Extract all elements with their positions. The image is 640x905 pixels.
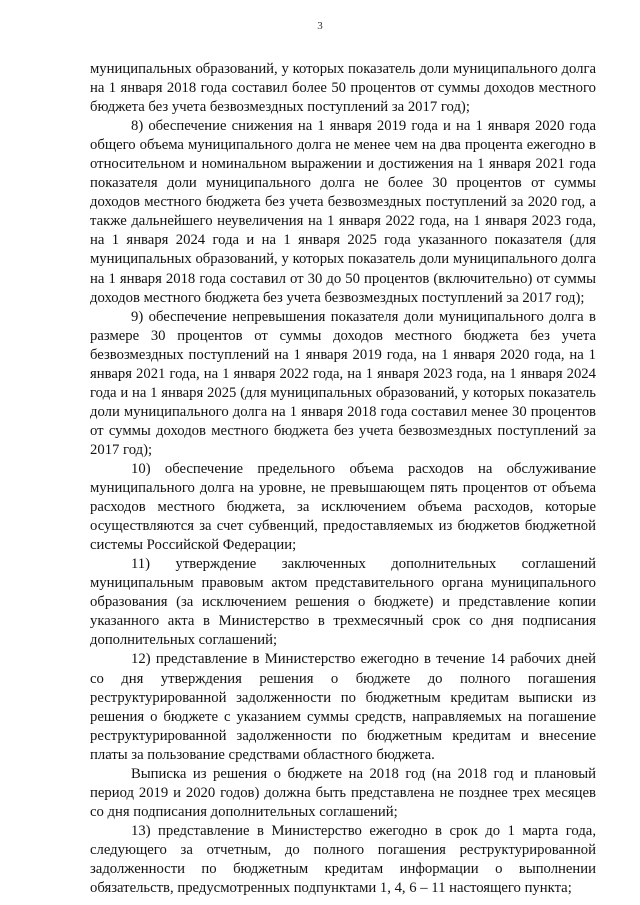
paragraph-continuation: муниципальных образований, у которых показатель доли муниципального долга на 1 января 2018 года составил более 50 процентов от суммы доходов местного бюджета без учета безвозмездных поступлений за 2017 год);	[90, 61, 596, 116]
page-number: 3	[317, 20, 323, 32]
paragraph-item-11: 11) утверждение заключенных дополнительных соглашений муниципальным правовым актом представительного органа муниципального образования (за исключением решения о бюджете) и представление копии указанного акта в Министерство в трехмесячный срок со дня подписания дополнительных соглашений;	[90, 556, 596, 649]
document-body	[90, 60, 596, 898]
paragraph-item-13: 13) представление в Министерство ежегодно в срок до 1 марта года, следующего за отчетным, до полного погашения реструктурированной задолженности по бюджетным кредитам информации о выполнении обязательств, предусмотренных подпунктами 1, 4, 6 – 11 настоящего пункта;	[90, 822, 596, 897]
paragraph-extract-note: Выписка из решения о бюджете на 2018 год (на 2018 год и плановый период 2019 и 2020 годов) должна быть представлена не позднее трех месяцев со дня подписания дополнительных соглашений;	[90, 765, 596, 820]
paragraph-item-9: 9) обеспечение непревышения показателя доли муниципального долга в размере 30 процентов от суммы доходов местного бюджета без учета безвозмездных поступлений на 1 января 2019 года, на 1 января 2020 года, на 1 января 2021 года, на 1 января 2022 года, на 1 января 2023 года, на 1 января 2024 года и на 1 января 2025 (для муниципальных образований, у которых показатель доли муниципального долга на 1 января 2018 года составил менее 30 процентов от суммы доходов местного бюджета без учета безвозмездных поступлений за 2017 год);	[90, 308, 596, 458]
paragraph-item-12: 12) представление в Министерство ежегодно в течение 14 рабочих дней со дня утверждения решения о бюджете до полного погашения реструктурированной задолженности по бюджетным кредитам выписки из решения о бюджете с указанием суммы средств, направляемых на погашение реструктурированной задолженности по бюджетным кредитам и внесение платы за пользование средствами областного бюджета.	[90, 651, 596, 763]
paragraph-item-10: 10) обеспечение предельного объема расходов на обслуживание муниципального долга на уровне, не превышающем пять процентов от объема расходов местного бюджета, за исключением объема расходов, которые осуществляются за счет субвенций, предоставляемых из бюджетов бюджетной системы Российской Федерации;	[90, 460, 596, 554]
paragraph-item-8: 8) обеспечение снижения на 1 января 2019 года и на 1 января 2020 года общего объема муниципального долга не менее чем на два процента ежегодно в относительном и номинальном выражении и достижения на 1 января 2021 года показателя доли муниципального долга не более 30 процентов от суммы доходов местного бюджета без учета безвозмездных поступлений за 2020 год, а также дальнейшего неувеличения на 1 января 2022 года, на 1 января 2023 года, на 1 января 2024 года и на 1 января 2025 года указанного показателя (для муниципальных образований, у которых показатель доли муниципального долга на 1 января 2018 года составил от 30 до 50 процентов (включительно) от суммы доходов местного бюджета без учета безвозмездных поступлений за 2017 год);	[90, 118, 596, 306]
